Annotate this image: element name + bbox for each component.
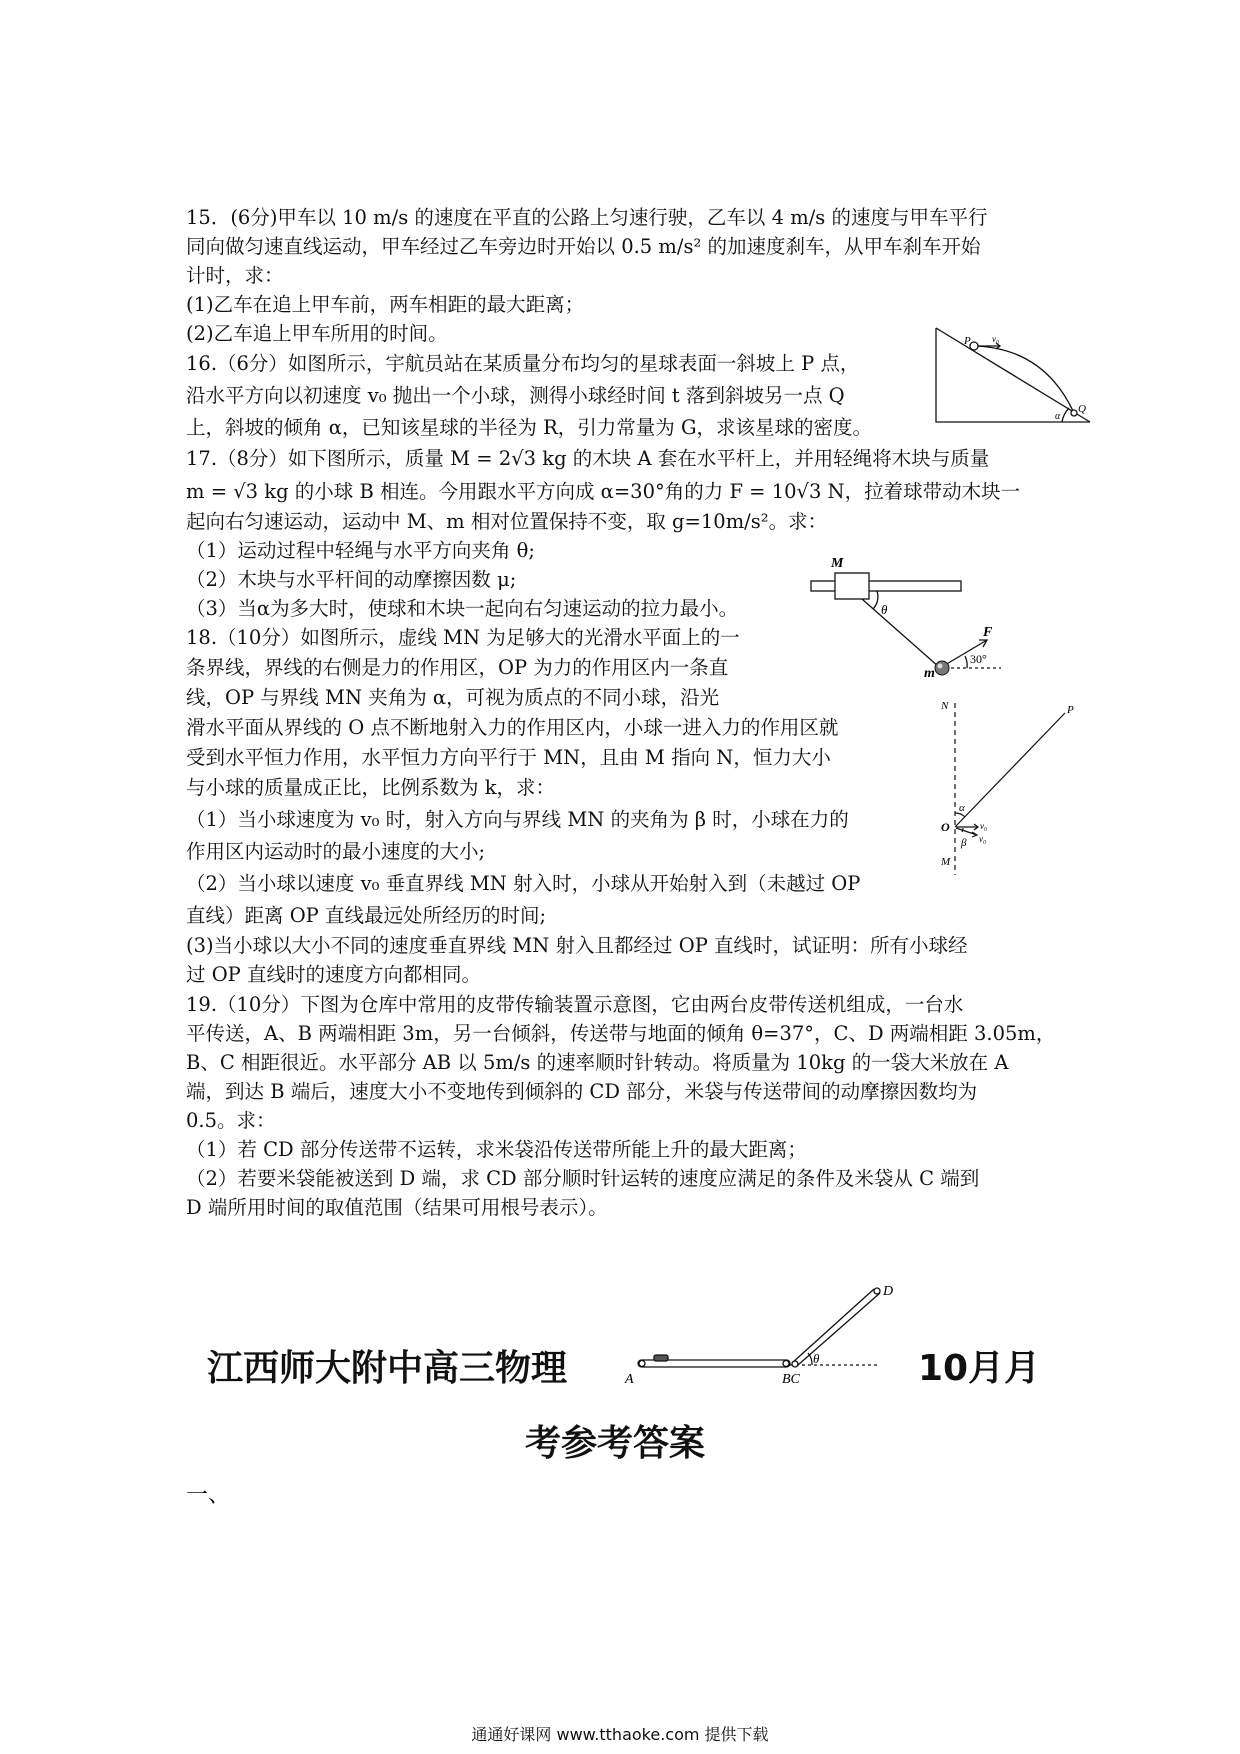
label-v0-top: v₀ xyxy=(980,821,988,831)
p17-line-5: （2）木块与水平杆间的动摩擦因数 μ; xyxy=(186,568,517,591)
label-v0: v₀ xyxy=(992,334,1000,344)
boundary-mn-figure xyxy=(935,695,1085,885)
label-theta: θ xyxy=(813,1351,820,1366)
answer-title-part2: 10月月 xyxy=(918,1348,1041,1389)
p18-line-5: 受到水平恒力作用，水平恒力方向平行于 MN，且由 M 指向 N，恒力大小 xyxy=(186,746,831,769)
p19-line-1: 19.（10分）下图为仓库中常用的皮带传输装置示意图，它由两台皮带传送机组成，一台水 xyxy=(186,993,964,1016)
label-F: F xyxy=(983,625,993,640)
p17-line-3: 起向右匀速运动，运动中 M、m 相对位置保持不变，取 g=10m/s²。求： xyxy=(186,510,828,533)
label-alpha: α xyxy=(959,802,965,814)
label-D: D xyxy=(883,1284,894,1299)
label-p: P xyxy=(964,335,971,347)
p19-line-5: 0.5。求： xyxy=(186,1109,276,1132)
p17-line-2: m = √3 kg 的小球 B 相连。今用跟水平方向成 α=30°角的力 F = 10√3 N，拉着球带动木块一 xyxy=(186,480,1021,503)
p18-line-12: 过 OP 直线时的速度方向都相同。 xyxy=(186,963,482,986)
label-P: P xyxy=(1067,704,1074,716)
p15-line-2: 同向做匀速直线运动，甲车经过乙车旁边时开始以 0.5 m/s² 的加速度刹车，从甲车刹车开始 xyxy=(186,235,981,258)
block-ball-figure xyxy=(805,553,1005,683)
label-M: M xyxy=(831,556,844,571)
p18-line-9: （2）当小球以速度 v₀ 垂直界线 MN 射入时，小球从开始射入到（未越过 OP xyxy=(186,872,861,895)
p16-line-2: 沿水平方向以初速度 v₀ 抛出一个小球，测得小球经时间 t 落到斜坡另一点 Q xyxy=(186,384,845,407)
p18-line-11: (3)当小球以大小不同的速度垂直界线 MN 射入且都经过 OP 直线时，试证明：所有小球经 xyxy=(186,934,968,957)
label-v0-bottom: v₀ xyxy=(979,834,987,844)
p19-line-7: （2）若要米袋能被送到 D 端，求 CD 部分顺时针运转的速度应满足的条件及米袋从 C 端到 xyxy=(186,1167,980,1190)
p19-line-4: 端，到达 B 端后，速度大小不变地传到倾斜的 CD 部分，米袋与传送带间的动摩擦因数均为 xyxy=(186,1080,978,1103)
p17-line-1: 17.（8分）如下图所示，质量 M = 2√3 kg 的木块 A 套在水平杆上，并用轻绳将木块与质量 xyxy=(186,447,990,470)
p16-line-1: 16.（6分）如图所示，宇航员站在某质量分布均匀的星球表面一斜坡上 P 点， xyxy=(186,352,860,375)
label-theta: θ xyxy=(881,602,888,617)
p19-line-6: （1）若 CD 部分传送带不运转，求米袋沿传送带所能上升的最大距离； xyxy=(186,1138,807,1161)
label-q: Q xyxy=(1078,403,1086,415)
label-alpha: α xyxy=(1055,411,1061,422)
p18-line-4: 滑水平面从界线的 O 点不断地射入力的作用区内，小球一进入力的作用区就 xyxy=(186,716,839,739)
p17-line-6: （3）当α为多大时，使球和木块一起向右匀速运动的拉力最小。 xyxy=(186,597,739,620)
p18-line-6: 与小球的质量成正比，比例系数为 k，求： xyxy=(186,776,556,799)
p19-line-8: D 端所用时间的取值范围（结果可用根号表示）。 xyxy=(186,1196,608,1219)
answer-title-part3: 考参考答案 xyxy=(525,1423,706,1464)
label-A: A xyxy=(625,1372,634,1387)
label-M-boundary: M xyxy=(941,856,951,868)
section-heading: 一、 xyxy=(186,1483,231,1508)
p18-line-2: 条界线，界线的右侧是力的作用区，OP 为力的作用区内一条直 xyxy=(186,656,729,679)
p18-line-1: 18.（10分）如图所示，虚线 MN 为足够大的光滑水平面上的一 xyxy=(186,626,740,649)
footer-source: 通通好课网 www.tthaoke.com 提供下载 xyxy=(471,1725,769,1744)
p19-line-2: 平传送，A、B 两端相距 3m，另一台倾斜，传送带与地面的倾角 θ=37°，C、D 两端相距 3.05m， xyxy=(186,1022,1056,1045)
p19-line-3: B、C 相距很近。水平部分 AB 以 5m/s 的速率顺时针转动。将质量为 10kg 的一袋大米放在 A xyxy=(186,1051,1009,1074)
p16-line-3: 上，斜坡的倾角 α，已知该星球的半径为 R，引力常量为 G，求该星球的密度。 xyxy=(186,416,873,439)
label-BC: BC xyxy=(782,1372,800,1387)
p15-line-1: 15．(6分)甲车以 10 m/s 的速度在平直的公路上匀速行驶，乙车以 4 m/s 的速度与甲车平行 xyxy=(186,206,988,229)
answer-title-part1: 江西师大附中高三物理 xyxy=(207,1348,568,1389)
p18-line-8: 作用区内运动时的最小速度的大小; xyxy=(186,840,486,863)
p18-line-3: 线，OP 与界线 MN 夹角为 α，可视为质点的不同小球，沿光 xyxy=(186,686,720,709)
label-O: O xyxy=(941,820,950,834)
p15-line-5: (2)乙车追上甲车所用的时间。 xyxy=(186,322,448,345)
label-30: 30° xyxy=(970,652,987,666)
p15-line-3: 计时，求： xyxy=(186,264,284,287)
p18-line-10: 直线）距离 OP 直线最远处所经历的时间; xyxy=(186,904,547,927)
slope-projectile-figure xyxy=(934,326,1094,426)
p17-line-4: （1）运动过程中轻绳与水平方向夹角 θ; xyxy=(186,539,535,562)
conveyor-belt-figure xyxy=(620,1284,894,1393)
label-N: N xyxy=(941,700,949,712)
p15-line-4: (1)乙车在追上甲车前，两车相距的最大距离； xyxy=(186,293,585,316)
label-beta: β xyxy=(961,837,967,849)
p18-line-7: （1）当小球速度为 v₀ 时，射入方向与界线 MN 的夹角为 β 时，小球在力的 xyxy=(186,808,849,831)
label-m: m xyxy=(924,666,935,681)
